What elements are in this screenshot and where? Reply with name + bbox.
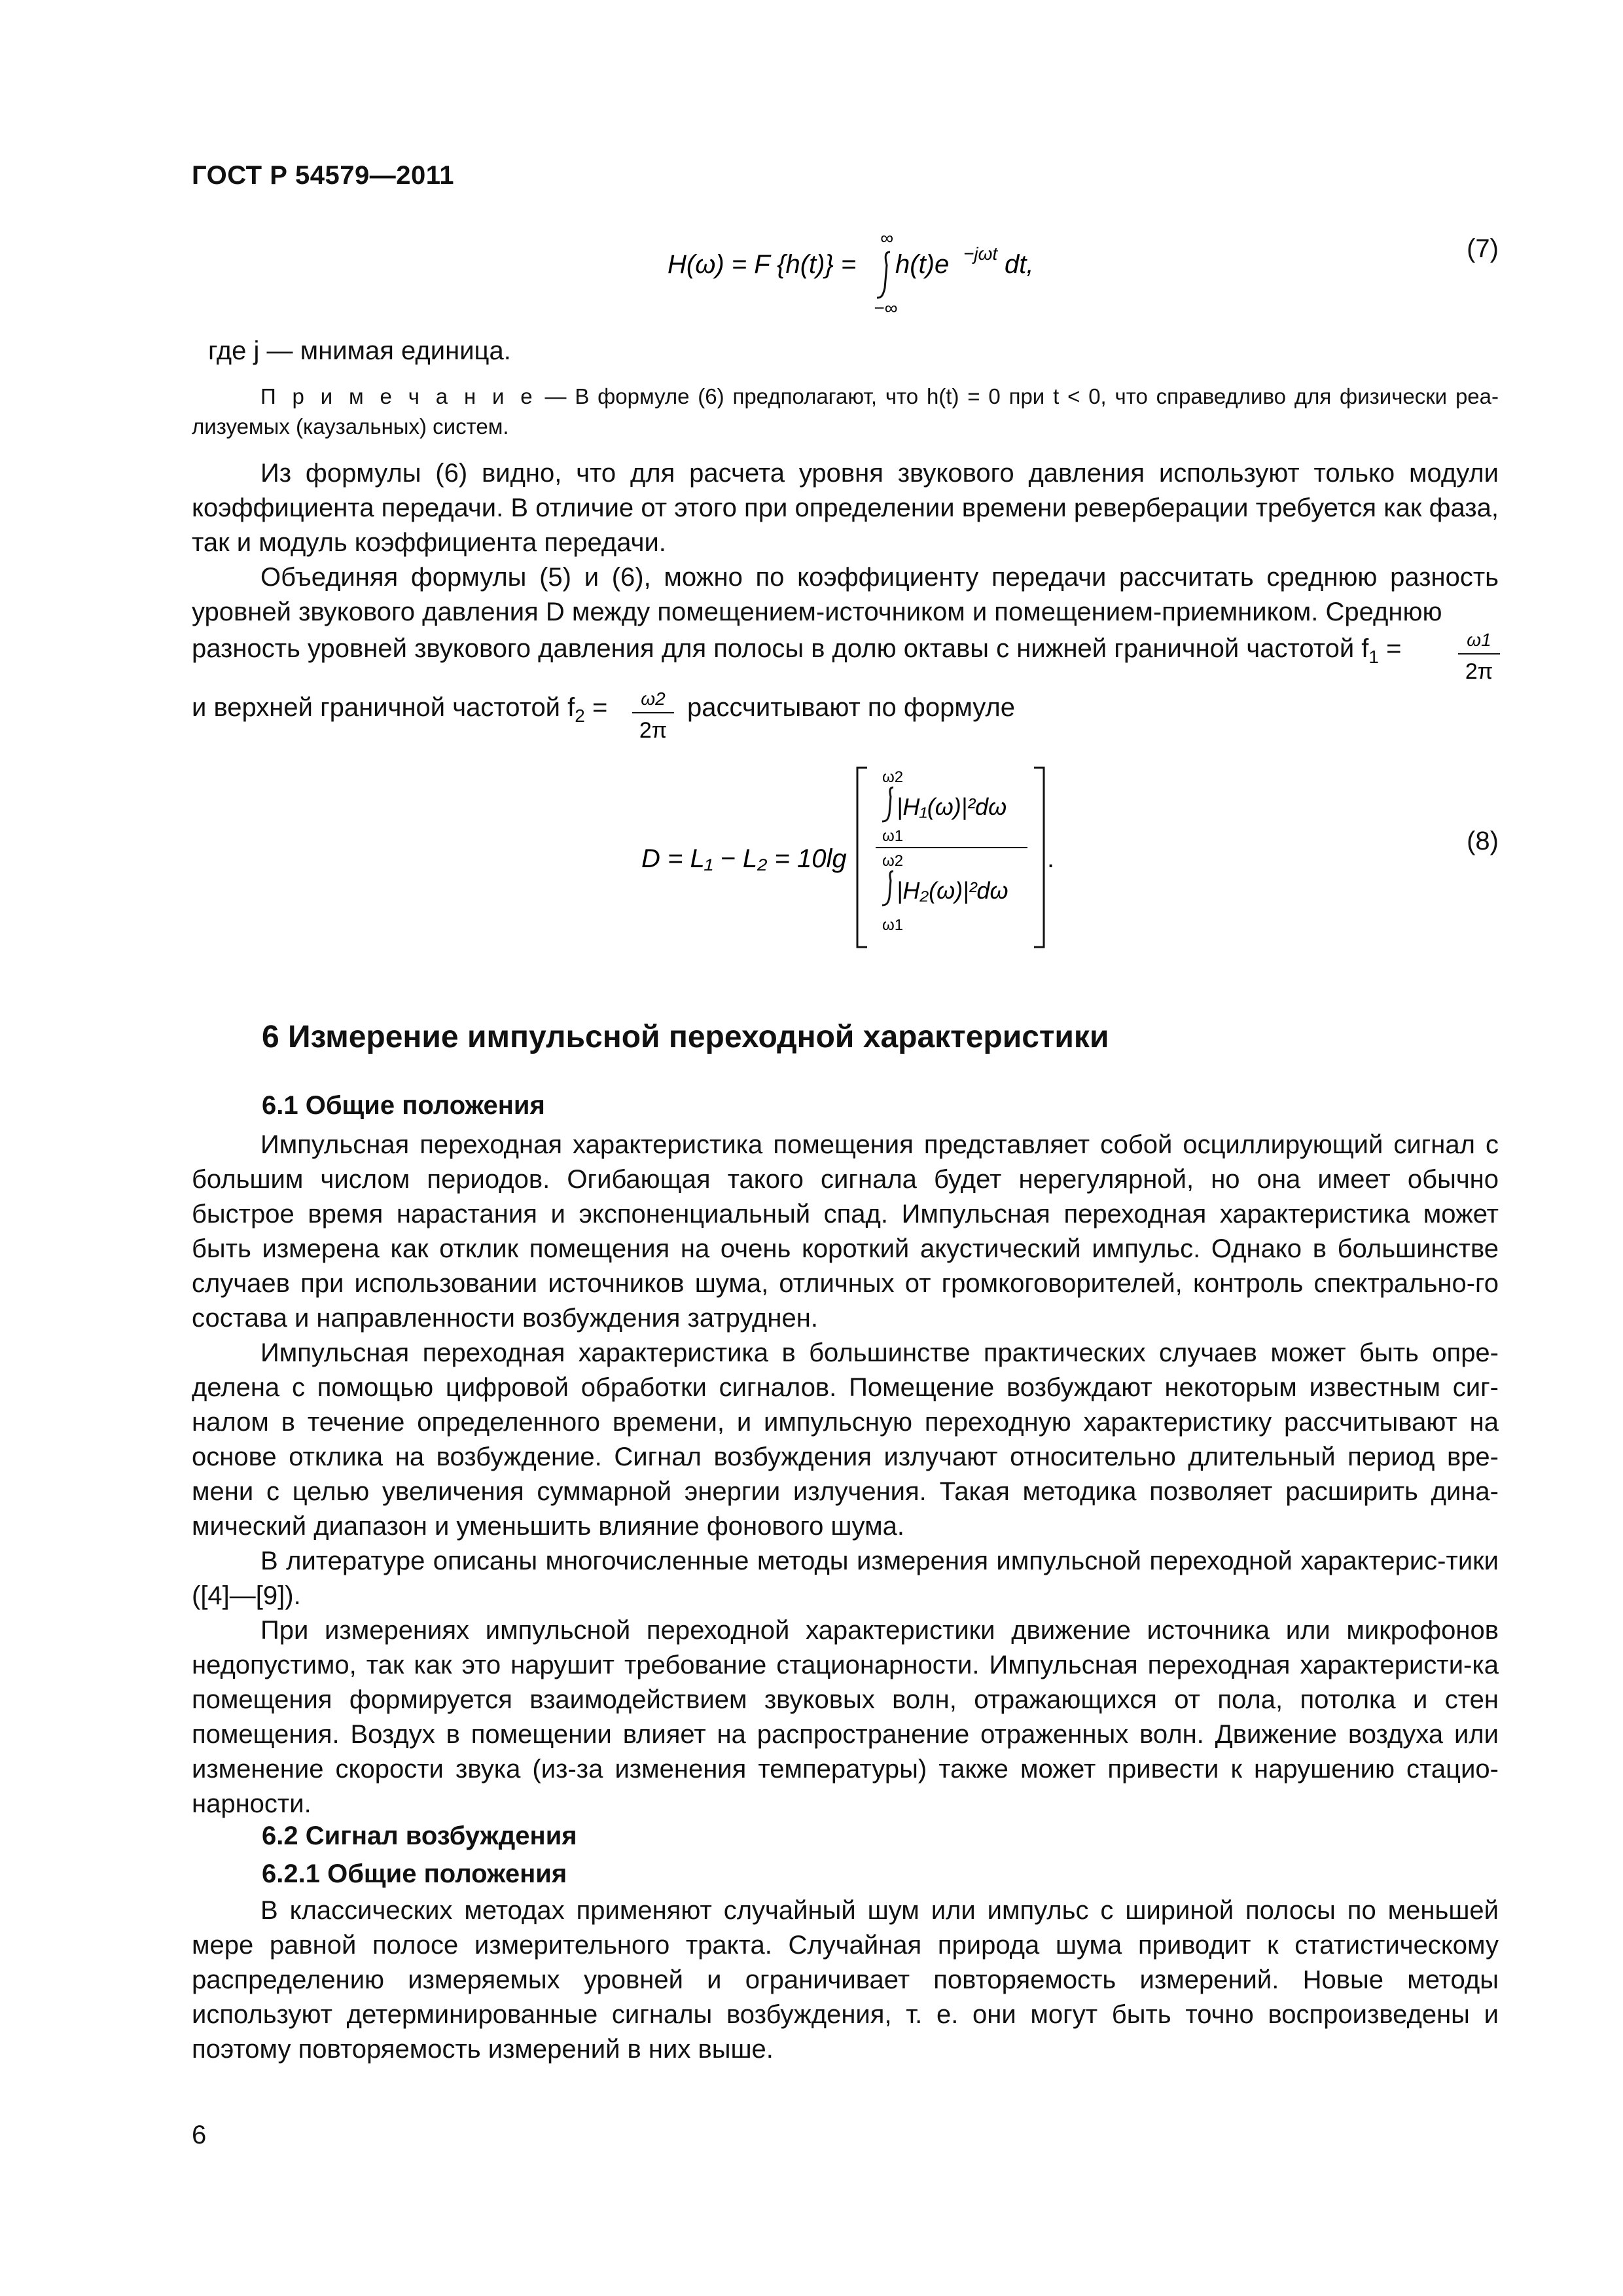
section-6-1-heading: 6.1 Общие положения (262, 1091, 545, 1120)
fraction-f2 (627, 684, 679, 749)
den-lower-limit: ω1 (882, 916, 904, 934)
formula-8-number: (8) (1467, 827, 1499, 855)
numerator-expression: |H₁(ω)|²dω (897, 793, 1007, 820)
f2-numerator: ω2 (641, 689, 666, 709)
formula-8 (635, 762, 1093, 952)
den-integral-sign (882, 871, 893, 905)
paragraph-2b: разность уровней звукового давления для полосы в долю октавы с нижней граничной частотой $f_1$ = (192, 634, 1402, 667)
paragraph-2b-text: разность уровней звукового давления для полосы в долю октавы с нижней граничной частотой f (192, 634, 1369, 663)
section-6-heading: 6 Измерение импульсной переходной характеристики (262, 1020, 1109, 1054)
integral-sign (877, 252, 890, 298)
paragraph-2c: и верхней граничной частотой $f_2$ = (192, 693, 608, 726)
paragraph-2d: рассчитывают по формуле (687, 693, 1015, 722)
num-lower-limit: ω1 (882, 827, 904, 845)
num-integral-sign (882, 787, 893, 821)
section-6-2-1-heading: 6.2.1 Общие положения (262, 1859, 567, 1888)
f2-denominator: 2π (639, 718, 668, 743)
formula-7 (654, 226, 1113, 324)
den-upper-limit: ω2 (882, 852, 904, 870)
num-upper-limit: ω2 (882, 768, 904, 786)
formula-7-upper: ∞ (880, 228, 893, 248)
note-paragraph (192, 382, 1499, 442)
right-bracket (1034, 768, 1044, 947)
paragraph-1: Из формулы (6) видно, что для расчета уровня звукового давления используют только модули коэффициента передачи. В отличие от этого при определении времени реверберации требуется как фаза, так и модуль коэффициента передачи. (192, 459, 1499, 557)
formula-7-lhs: H(ω) = F {h(t)} = (668, 250, 857, 279)
section-6-2-heading: 6.2 Сигнал возбуждения (262, 1821, 577, 1850)
note-text: — В формуле (6) предполагают, что h(t) = 0 при t < 0, что справедливо для физически реа-лизуемых (каузальных) систем. (192, 384, 1499, 439)
where-line: где j — мнимая единица. (208, 336, 511, 365)
f1-subscript: 1 (1368, 647, 1379, 667)
formula-8-lhs: D = L₁ − L₂ = 10lg (641, 844, 847, 873)
formula-8-period: . (1047, 844, 1055, 873)
fraction-f1 (1453, 625, 1505, 691)
section-6-2-1-paragraph-1: В классических методах применяют случайный шум или импульс с шириной полосы по меньшей мере равной полосе измерительного тракта. Случайная природа шума приводит к статистическому распределению измеряемых уровней и ограничивает повторяемость измерений. Новые методы используют детерминированные сигналы возбуждения, т. е. они могут быть точно воспроизведены и поэтому повторяемость измерений в них выше. (192, 1896, 1499, 2064)
formula-7-exponent: −jωt (963, 243, 998, 264)
f1-numerator: ω1 (1467, 630, 1491, 650)
f1-denominator: 2π (1465, 659, 1493, 684)
formula-7-dt: dt, (1005, 250, 1034, 279)
paragraph-2a: Объединяя формулы (5) и (6), можно по коэффициенту передачи рассчитать среднюю разность уровней звукового давления D между помещением-источником и помещением-приемником. Среднюю (192, 563, 1499, 626)
note-label: П р и м е ч а н и е (260, 384, 537, 408)
formula-7-integrand: h(t)e (895, 250, 950, 279)
section-6-1-paragraph-4: При измерениях импульсной переходной характеристики движение источника или микрофонов недопустимо, так как это нарушит требование стационарности. Импульсная переходная характеристи-ка помещения формируется взаимодействием звуковых волн, отражающихся от пола, потолка и стен помещения. Воздух в помещении влияет на распространение отраженных волн. Движение воздуха или изменение скорости звука (из-за изменения температуры) также может привести к нарушению стацио-нарности. (192, 1616, 1499, 1818)
paragraph-2c-text: и верхней граничной частотой f (192, 693, 575, 722)
section-6-1-paragraph-3: В литературе описаны многочисленные методы измерения импульсной переходной характерис-тики ([4]—[9]). (192, 1547, 1499, 1610)
formula-7-lower: −∞ (874, 298, 898, 318)
standard-code-header: ГОСТ Р 54579—2011 (192, 161, 454, 190)
section-6-1-paragraph-2: Импульсная переходная характеристика в большинстве практических случаев может быть опре-делена с помощью цифровой обработки сигналов. Помещение возбуждают некоторым известным сиг-налом в течение определенного времени, и импульсную переходную характеристику рассчитывают на основе отклика на возбуждение. Сигнал возбуждения излучают относительно длительный период вре-мени с целью увеличения суммарной энергии излучения. Такая методика позволяет расширить дина-мический диапазон и уменьшить влияние фонового шума. (192, 1338, 1499, 1541)
f2-subscript: 2 (575, 706, 585, 726)
formula-7-number: (7) (1467, 234, 1499, 263)
denominator-expression: |H₂(ω)|²dω (897, 877, 1008, 904)
section-6-1-paragraph-1: Импульсная переходная характеристика помещения представляет собой осциллирующий сигнал с большим числом периодов. Огибающая такого сигнала будет нерегулярной, но она имеет обычно быстрое время нарастания и экспоненциальный спад. Импульсная переходная характеристика может быть измерена как отклик помещения на очень короткий акустический импульс. Однако в большинстве случаев при использовании источников шума, отличных от громкоговорителей, контроль спектрально-го состава и направленности возбуждения затруднен. (192, 1130, 1499, 1333)
left-bracket (857, 768, 867, 947)
page-number: 6 (192, 2121, 207, 2149)
